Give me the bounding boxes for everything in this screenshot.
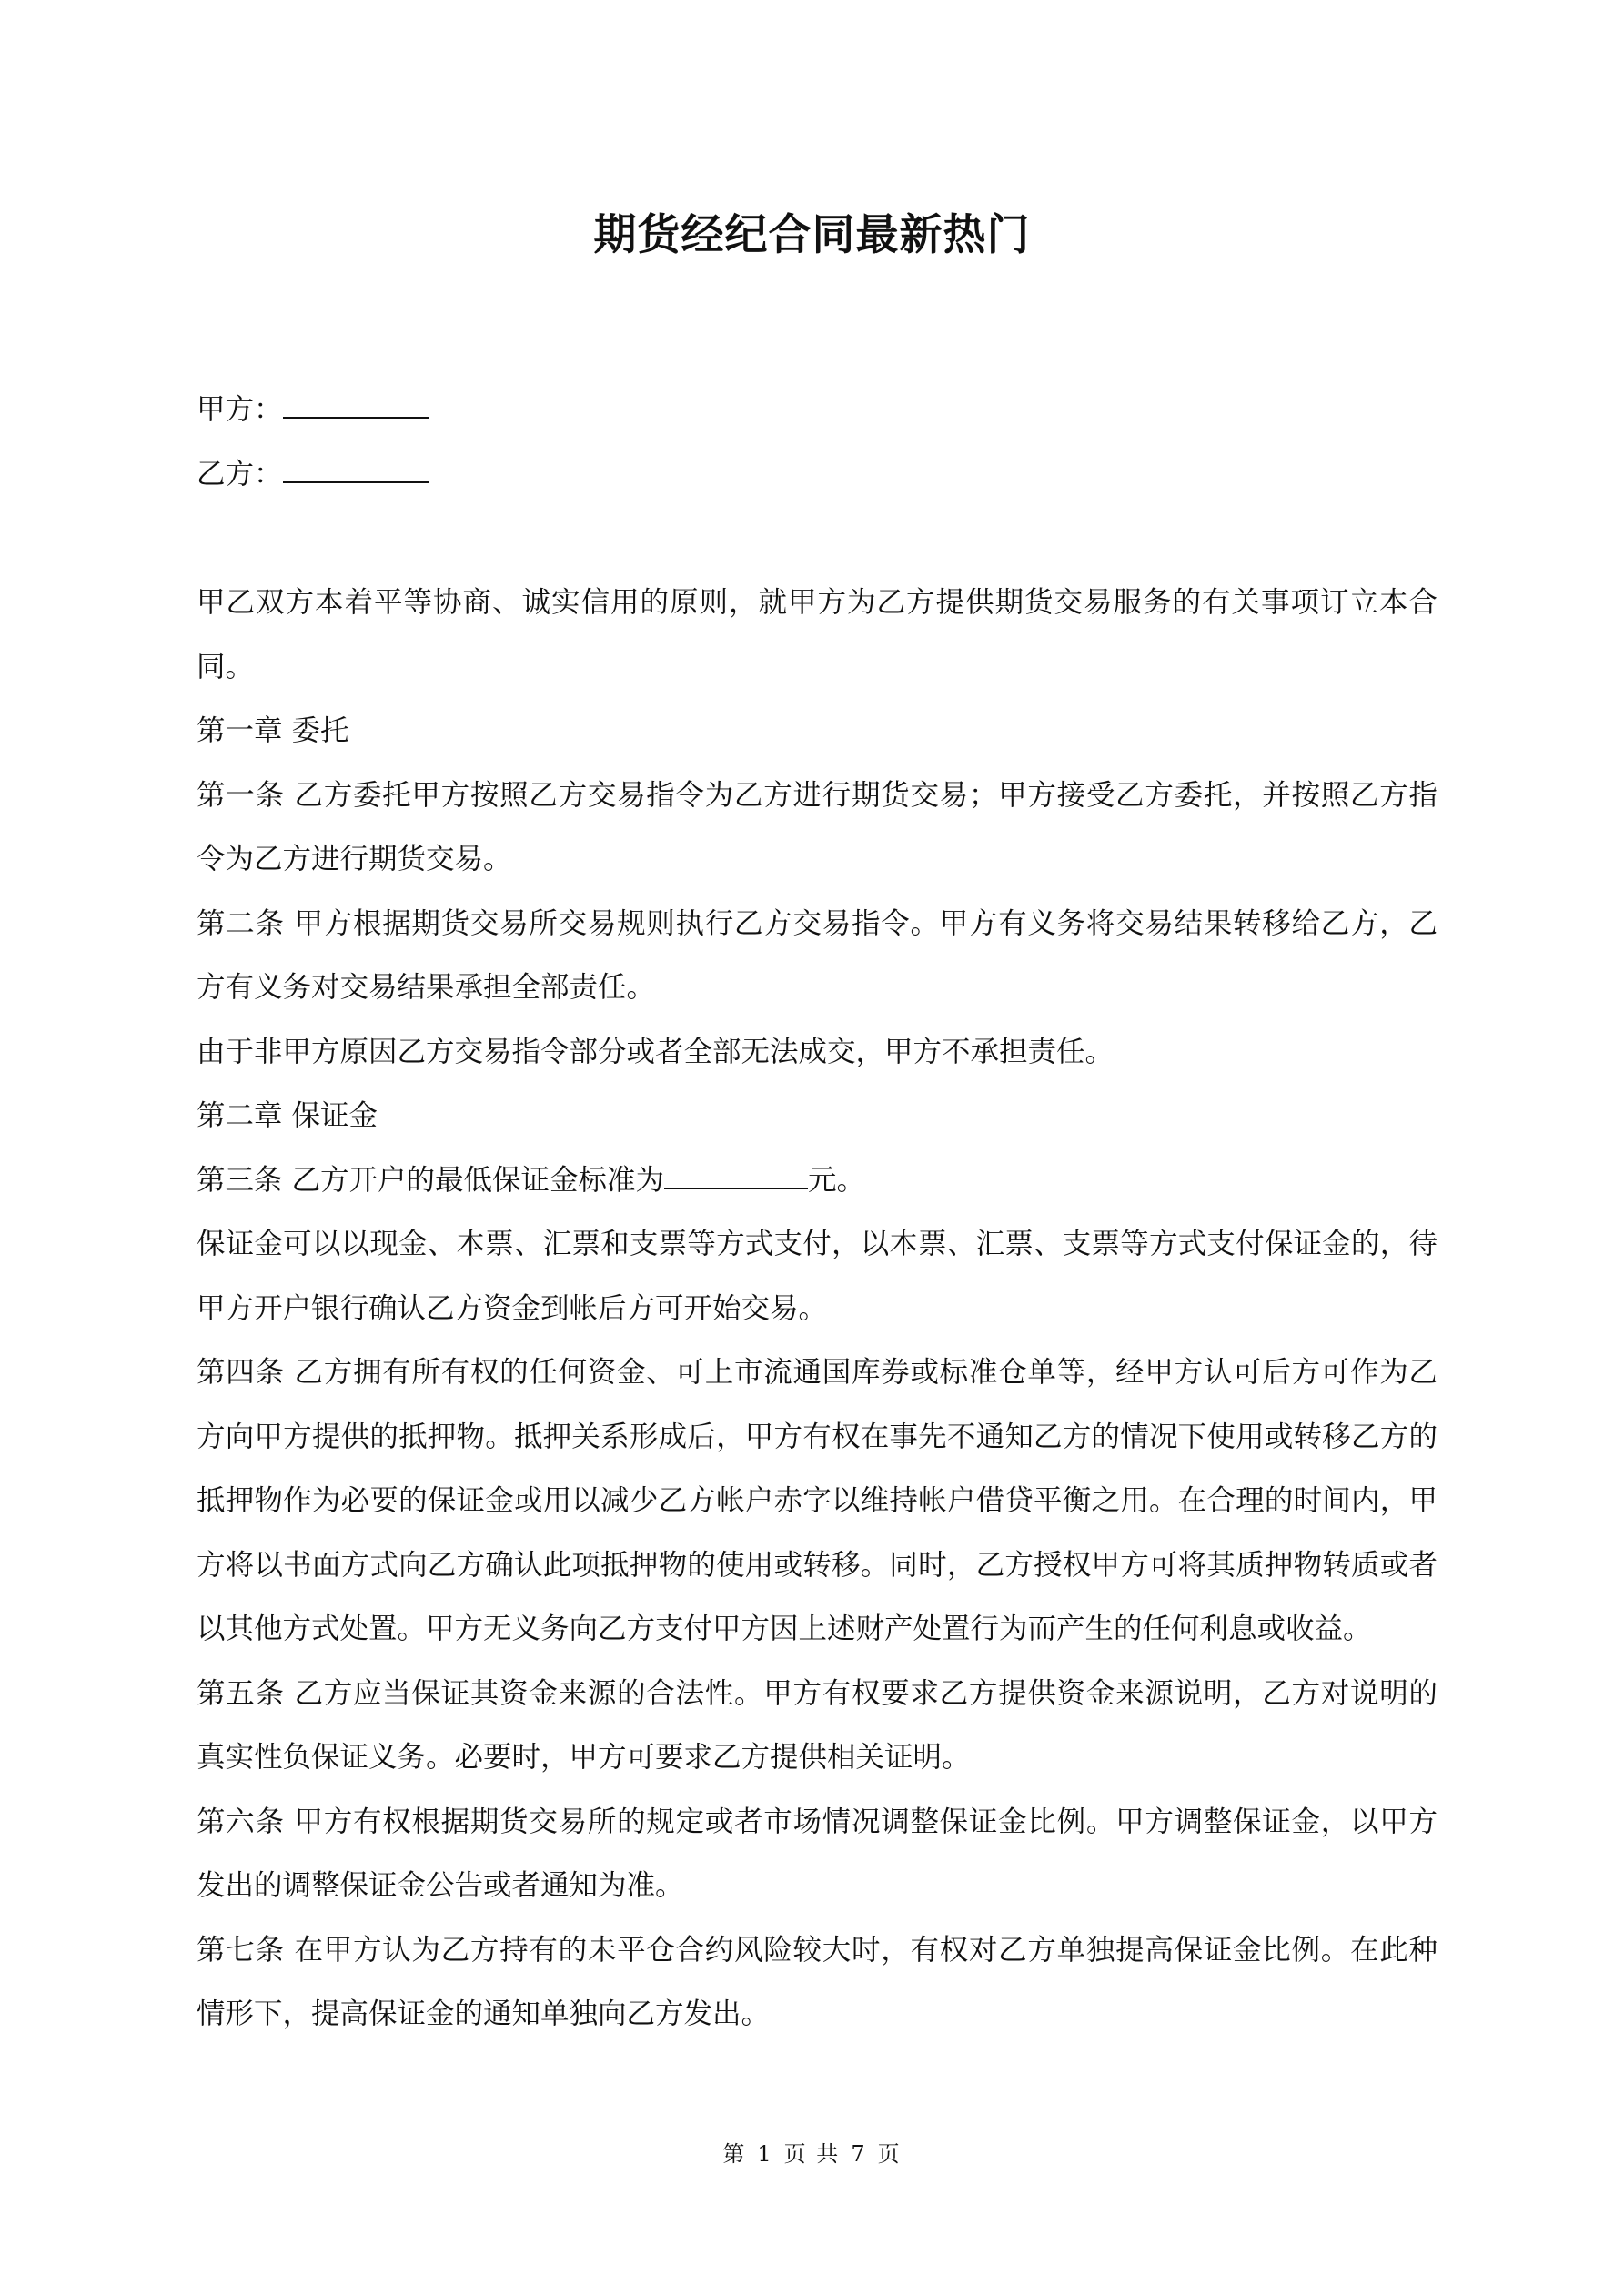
article-2-paragraph: 第二条 甲方根据期货交易所交易规则执行乙方交易指令。甲方有义务将交易结果转移给乙方，乙方有义务对交易结果承担全部责任。	[197, 906, 1437, 1004]
party-b-line	[197, 442, 1437, 507]
footer-current-page: 1	[757, 2141, 773, 2167]
article-3-suffix: 元。	[808, 1163, 866, 1197]
party-a-line	[197, 378, 1437, 442]
document-title: 期货经纪合同最新热门	[593, 210, 1031, 260]
footer-page-prefix: 第	[722, 2141, 747, 2167]
article-3-prefix: 第三条 乙方开户的最低保证金标准为	[197, 1163, 665, 1197]
article-5-paragraph: 第五条 乙方应当保证其资金来源的合法性。甲方有权要求乙方提供资金来源说明，乙方对说明的真实性负保证义务。必要时，甲方可要求乙方提供相关证明。	[197, 1676, 1437, 1774]
parties-block	[197, 378, 1437, 506]
article-2-note-paragraph: 由于非甲方原因乙方交易指令部分或者全部无法成交，甲方不承担责任。	[197, 1035, 1115, 1068]
footer-total-pages: 7	[851, 2141, 867, 2167]
party-a-blank	[283, 392, 429, 419]
chapter-1-heading: 第一章 委托	[197, 714, 349, 747]
footer-page-suffix: 页	[877, 2141, 902, 2167]
deposit-amount-blank	[664, 1163, 808, 1189]
party-a-label: 甲方：	[197, 393, 283, 426]
page-footer	[0, 2139, 1624, 2169]
chapter-2-heading: 第二章 保证金	[197, 1099, 378, 1132]
article-7-paragraph: 第七条 在甲方认为乙方持有的未平仓合约风险较大时，有权对乙方单独提高保证金比例。在此种情形下，提高保证金的通知单独向乙方发出。	[197, 1933, 1437, 2030]
article-3-paragraph	[197, 1148, 1437, 1213]
article-4-paragraph: 第四条 乙方拥有所有权的任何资金、可上市流通国库券或标准仓单等，经甲方认可后方可作为乙方向甲方提供的抵押物。抵押关系形成后，甲方有权在事先不通知乙方的情况下使用或转移乙方的抵押物作为必要的保证金或用以减少乙方帐户赤字以维持帐户借贷平衡之用。在合理的时间内，甲方将以书面方式向乙方确认此项抵押物的使用或转移。同时，乙方授权甲方可将其质押物转质或者以其他方式处置。甲方无义务向乙方支付甲方因上述财产处置行为而产生的任何利息或收益。	[197, 1356, 1437, 1645]
footer-page-mid: 页 共	[783, 2141, 841, 2167]
article-1-paragraph: 第一条 乙方委托甲方按照乙方交易指令为乙方进行期货交易；甲方接受乙方委托，并按照乙方指令为乙方进行期货交易。	[197, 778, 1437, 875]
party-b-label: 乙方：	[197, 457, 283, 491]
deposit-payment-paragraph: 保证金可以以现金、本票、汇票和支票等方式支付，以本票、汇票、支票等方式支付保证金的，待甲方开户银行确认乙方资金到帐后方可开始交易。	[197, 1228, 1437, 1325]
preamble-paragraph: 甲乙双方本着平等协商、诚实信用的原则，就甲方为乙方提供期货交易服务的有关事项订立本合同。	[197, 586, 1437, 683]
contract-body	[197, 571, 1437, 2047]
article-6-paragraph: 第六条 甲方有权根据期货交易所的规定或者市场情况调整保证金比例。甲方调整保证金，以甲方发出的调整保证金公告或者通知为准。	[197, 1805, 1437, 1902]
party-b-blank	[283, 457, 429, 483]
